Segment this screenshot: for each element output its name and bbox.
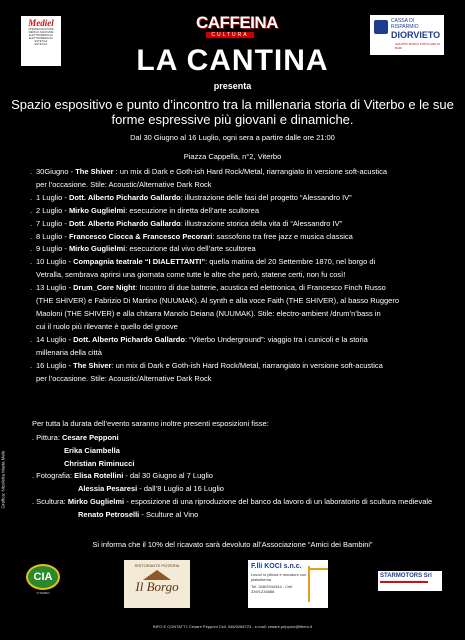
category-label: . Pittura: (32, 433, 63, 442)
event-item: . 14 Luglio - Dott. Alberto Pichardo Gallardo: “Viterbo Underground”: viaggio tra i cunicoli e la storia millenaria della città (30, 334, 450, 360)
mediel-line: APPARECCHIATURE (28, 28, 54, 31)
event-desc: : quella matina del 20 Settembre 1870, nel borgo di (205, 257, 376, 267)
koci-sub: Lavori in pittura e murature con piattaforma (251, 572, 307, 582)
event-desc-cont: cui il ruolo più rilevante è quello del groove (36, 321, 178, 331)
mediel-line: ESTETICA (34, 43, 48, 46)
cassa-line-1: CASSA DI RISPARMIO (391, 18, 419, 30)
artist-name: Christian Riminucci (64, 458, 135, 468)
exhibition-photography (32, 483, 452, 496)
exhibition-painting (32, 445, 452, 458)
artist-name: Mirko Guglielmi (67, 496, 125, 506)
artist-name: Renato Petroselli (78, 509, 140, 519)
event-date: 13 Luglio - (36, 283, 74, 293)
event-date: 9 Luglio - (36, 244, 69, 254)
koci-logo (248, 560, 328, 608)
artist-name: Erika Ciambella (64, 445, 120, 455)
event-desc: : esecuzione in diretta dell’arte scultorea (125, 205, 260, 215)
event-title: Compagnia teatrale “I DIALETTANTI” (73, 257, 206, 267)
event-item: . 1 Luglio - Dott. Alberto Pichardo Gallardo: illustrazione delle fasi del progetto “Alessandro IV” (30, 192, 352, 202)
event-date: 1 Luglio - (36, 192, 69, 202)
event-desc: : esecuzione dal vivo dell’arte scultorea (125, 244, 256, 254)
event-date: 10 Luglio - (36, 257, 74, 267)
place-text: Piazza Cappella, n°2, Viterbo (183, 152, 282, 161)
exhibition-detail: - Sculture al Vino (139, 509, 199, 519)
charity-notice: Si informa che il 10% del ricavato sarà devoluto all’Associazione “Amici dei Bambini” (92, 540, 373, 549)
artist-name: Elisa Rotellini (74, 471, 124, 481)
exhibition-detail: - esposizione di una riproduzione del banco da lavoro di un laboratorio di scultura medievale (124, 496, 433, 506)
il-borgo-logo (124, 560, 190, 608)
exhibition-photography (32, 470, 452, 483)
koci-name: F.lli KOCI s.n.c. (251, 563, 302, 570)
event-date: 7 Luglio - (36, 218, 69, 228)
event-title: Dott. Alberto Pichardo Gallardo (68, 192, 181, 202)
event-title: Mirko Guglielmi (68, 244, 126, 254)
event-item: . 8 Luglio - Francesco Ciocca & Francesco Pecorari: sassofono tra free jazz e musica classica (30, 231, 353, 241)
presenta-label: presenta (213, 81, 252, 91)
event-date: 16 Luglio - (36, 360, 74, 370)
event-desc: : illustrazione storica della vita di “Alessandro IV” (180, 218, 343, 228)
event-desc-cont: millenaria della città (36, 347, 102, 357)
event-date: 8 Luglio - (36, 231, 69, 241)
event-desc-cont: Maoloni (THE SHIVER) e alla chitarra Manolo Deiana (NUUMAK). Stile: electro-ambient /drum’n’bass in (36, 308, 381, 318)
event-desc-cont: per l’occasione. Stile: Acoustic/Alternative Dark Rock (36, 179, 212, 189)
starmotors-brand: STARMOTORS Srl (380, 573, 432, 579)
exhibition-detail: - dal 30 Giugno al 7 Luglio (123, 471, 213, 481)
caffeina-brand: CAFFEINA (196, 13, 278, 32)
starmotors-logo (378, 571, 442, 591)
artist-name: Cesare Pepponi (62, 433, 119, 442)
cia-sub: VITERBO (36, 591, 50, 595)
event-title: Drum_Core Night (73, 283, 136, 293)
graphic-credit-text: Grafica: Nicoletta Maria Mele (0, 450, 6, 509)
koci-phones: Tel. 348/2944344 - Cell. 339/1234888 (251, 584, 294, 594)
events-list (30, 166, 450, 385)
event-desc: : illustrazione delle fasi del progetto “Alessandro IV” (180, 192, 352, 202)
mediel-line: ELETTROMEDICALI ESTETICA (28, 37, 54, 43)
event-item: . 16 Luglio - The Shiver: un mix di Dark e Goth-ish Hard Rock/Metal, riarrangiato in versione soft-acustica per l’occasione. Stile: Acoustic/Alternative Dark Rock (30, 360, 450, 386)
artist-name: Alessia Pesaresi (78, 484, 138, 494)
category-label: . Fotografia: (32, 471, 75, 481)
event-desc: : “Viterbo Underground”: viaggio tra i cunicoli e la storia (184, 334, 368, 344)
exhibitions-list (32, 432, 452, 522)
event-item: . 10 Luglio - Compagnia teatrale “I DIALETTANTI”: quella matina del 20 Settembre 1870, nel borgo di Vetralla, sembrava aprirsi una giornata come tutte le altre che però, statene certi, non fu così! (30, 256, 450, 282)
cassa-line-3: GRUPPO BANCA POPOLARE DI BARI (395, 42, 441, 50)
event-item: . 30Giugno - The Shiver : un mix di Dark e Goth-ish Hard Rock/Metal, riarrangiato in versione soft-acustica per l’occasione. Stile: Acoustic/Alternative Dark Rock (30, 166, 450, 192)
event-desc-cont: (THE SHIVER) e Fabrizio Di Martino (NUUMAK). Al synth e alla voce Faith (THE SHIVER), al basso Ruggero (36, 296, 400, 306)
category-label: . Scultura: (32, 496, 68, 506)
event-desc: : un mix di Dark e Goth-ish Hard Rock/Metal, riarrangiato in versione soft-acustica (113, 167, 388, 176)
event-item: . 9 Luglio - Mirko Guglielmi: esecuzione dal vivo dell’arte scultorea (30, 244, 256, 254)
graphic-credit (0, 447, 14, 517)
event-title: The Shiver (75, 167, 114, 176)
exhibition-painting (32, 458, 452, 471)
borgo-name: Il Borgo (135, 579, 179, 594)
event-date: 30Giugno - (36, 167, 76, 176)
cassa-line-2: DIORVIETO (391, 30, 441, 40)
exhibitions-notice: Per tutta la durata dell’evento saranno inoltre presenti esposizioni fisse: (32, 419, 269, 428)
event-desc: : sassofono tra free jazz e musica classica (212, 231, 353, 241)
caffeina-logo (196, 13, 278, 40)
page-title: LA CANTINA (136, 44, 329, 77)
intro-text: Spazio espositivo e punto d’incontro tra la millenaria storia di Viterbo e le sue forme espressive più giovani e dinamiche. (11, 97, 454, 127)
exhibition-sculpture (32, 496, 452, 509)
cia-brand: CIA (26, 564, 60, 590)
mediel-line: MEDICO-SANITARIE (28, 31, 54, 34)
caffeina-sub: CULTURA (206, 32, 254, 38)
event-date: 14 Luglio - (36, 334, 74, 344)
starmotors-line (380, 581, 428, 583)
mediel-line: ELETTROMEDICALI (28, 34, 54, 37)
crane-icon (308, 566, 324, 602)
event-desc-cont: per l’occasione. Stile: Acoustic/Alternative Dark Rock (36, 373, 212, 383)
event-desc: : Incontro di due batterie, acustica ed elettronica, di Francesco Finch Russo (135, 283, 386, 293)
event-title: Dott. Alberto Pichardo Gallardo (73, 334, 185, 344)
event-title: The Shiver (73, 360, 112, 370)
dates-text: Dal 30 Giugno al 16 Luglio, ogni sera a partire dalle ore 21:00 (130, 133, 335, 142)
exhibition-sculpture (32, 509, 452, 522)
event-item: . 13 Luglio - Drum_Core Night: Incontro di due batterie, acustica ed elettronica, di Francesco Finch Russo (THE SHIVER) e Fabrizio Di Martino (NUUMAK). Al synth e alla voce Faith (THE SHIVER), al basso Ruggero Maoloni (THE SHIVER) e alla chitarra Manolo Deiana (NUUMAK). Stile: electro-ambient /drum’n’bass in cui il ruolo più rilevante è quello del groove (30, 282, 450, 334)
event-date: 2 Luglio - (36, 205, 69, 215)
event-title: Dott. Alberto Pichardo Gallardo (68, 218, 181, 228)
cia-logo (26, 560, 60, 598)
event-title: Mirko Guglielmi (68, 205, 126, 215)
borgo-arc-text: RISTORANTE PIZZERIA (134, 563, 180, 568)
event-item: . 7 Luglio - Dott. Alberto Pichardo Gallardo: illustrazione storica della vita di “Alessandro IV” (30, 218, 343, 228)
event-title: Francesco Ciocca & Francesco Pecorari (68, 231, 213, 241)
exhibition-detail: - dall’8 Luglio al 16 Luglio (137, 484, 224, 494)
event-item: . 2 Luglio - Mirko Guglielmi: esecuzione in diretta dell’arte scultorea (30, 205, 260, 215)
event-desc: : un mix di Dark e Goth-ish Hard Rock/Metal, riarrangiato in versione soft-acustica (111, 360, 383, 370)
bank-mark-icon (374, 20, 388, 34)
event-desc-cont: Vetralla, sembrava aprirsi una giornata come tutte le altre che però, statene certi, non fu così! (36, 270, 346, 280)
exhibition-painting (32, 432, 452, 445)
mediel-brand: Mediel (28, 18, 54, 28)
contact-footer: INFO E CONTATTI: Cesare Pepponi Cell. 348/9268723 - e-mail: cesare.pepponi@libero.it (152, 624, 313, 629)
